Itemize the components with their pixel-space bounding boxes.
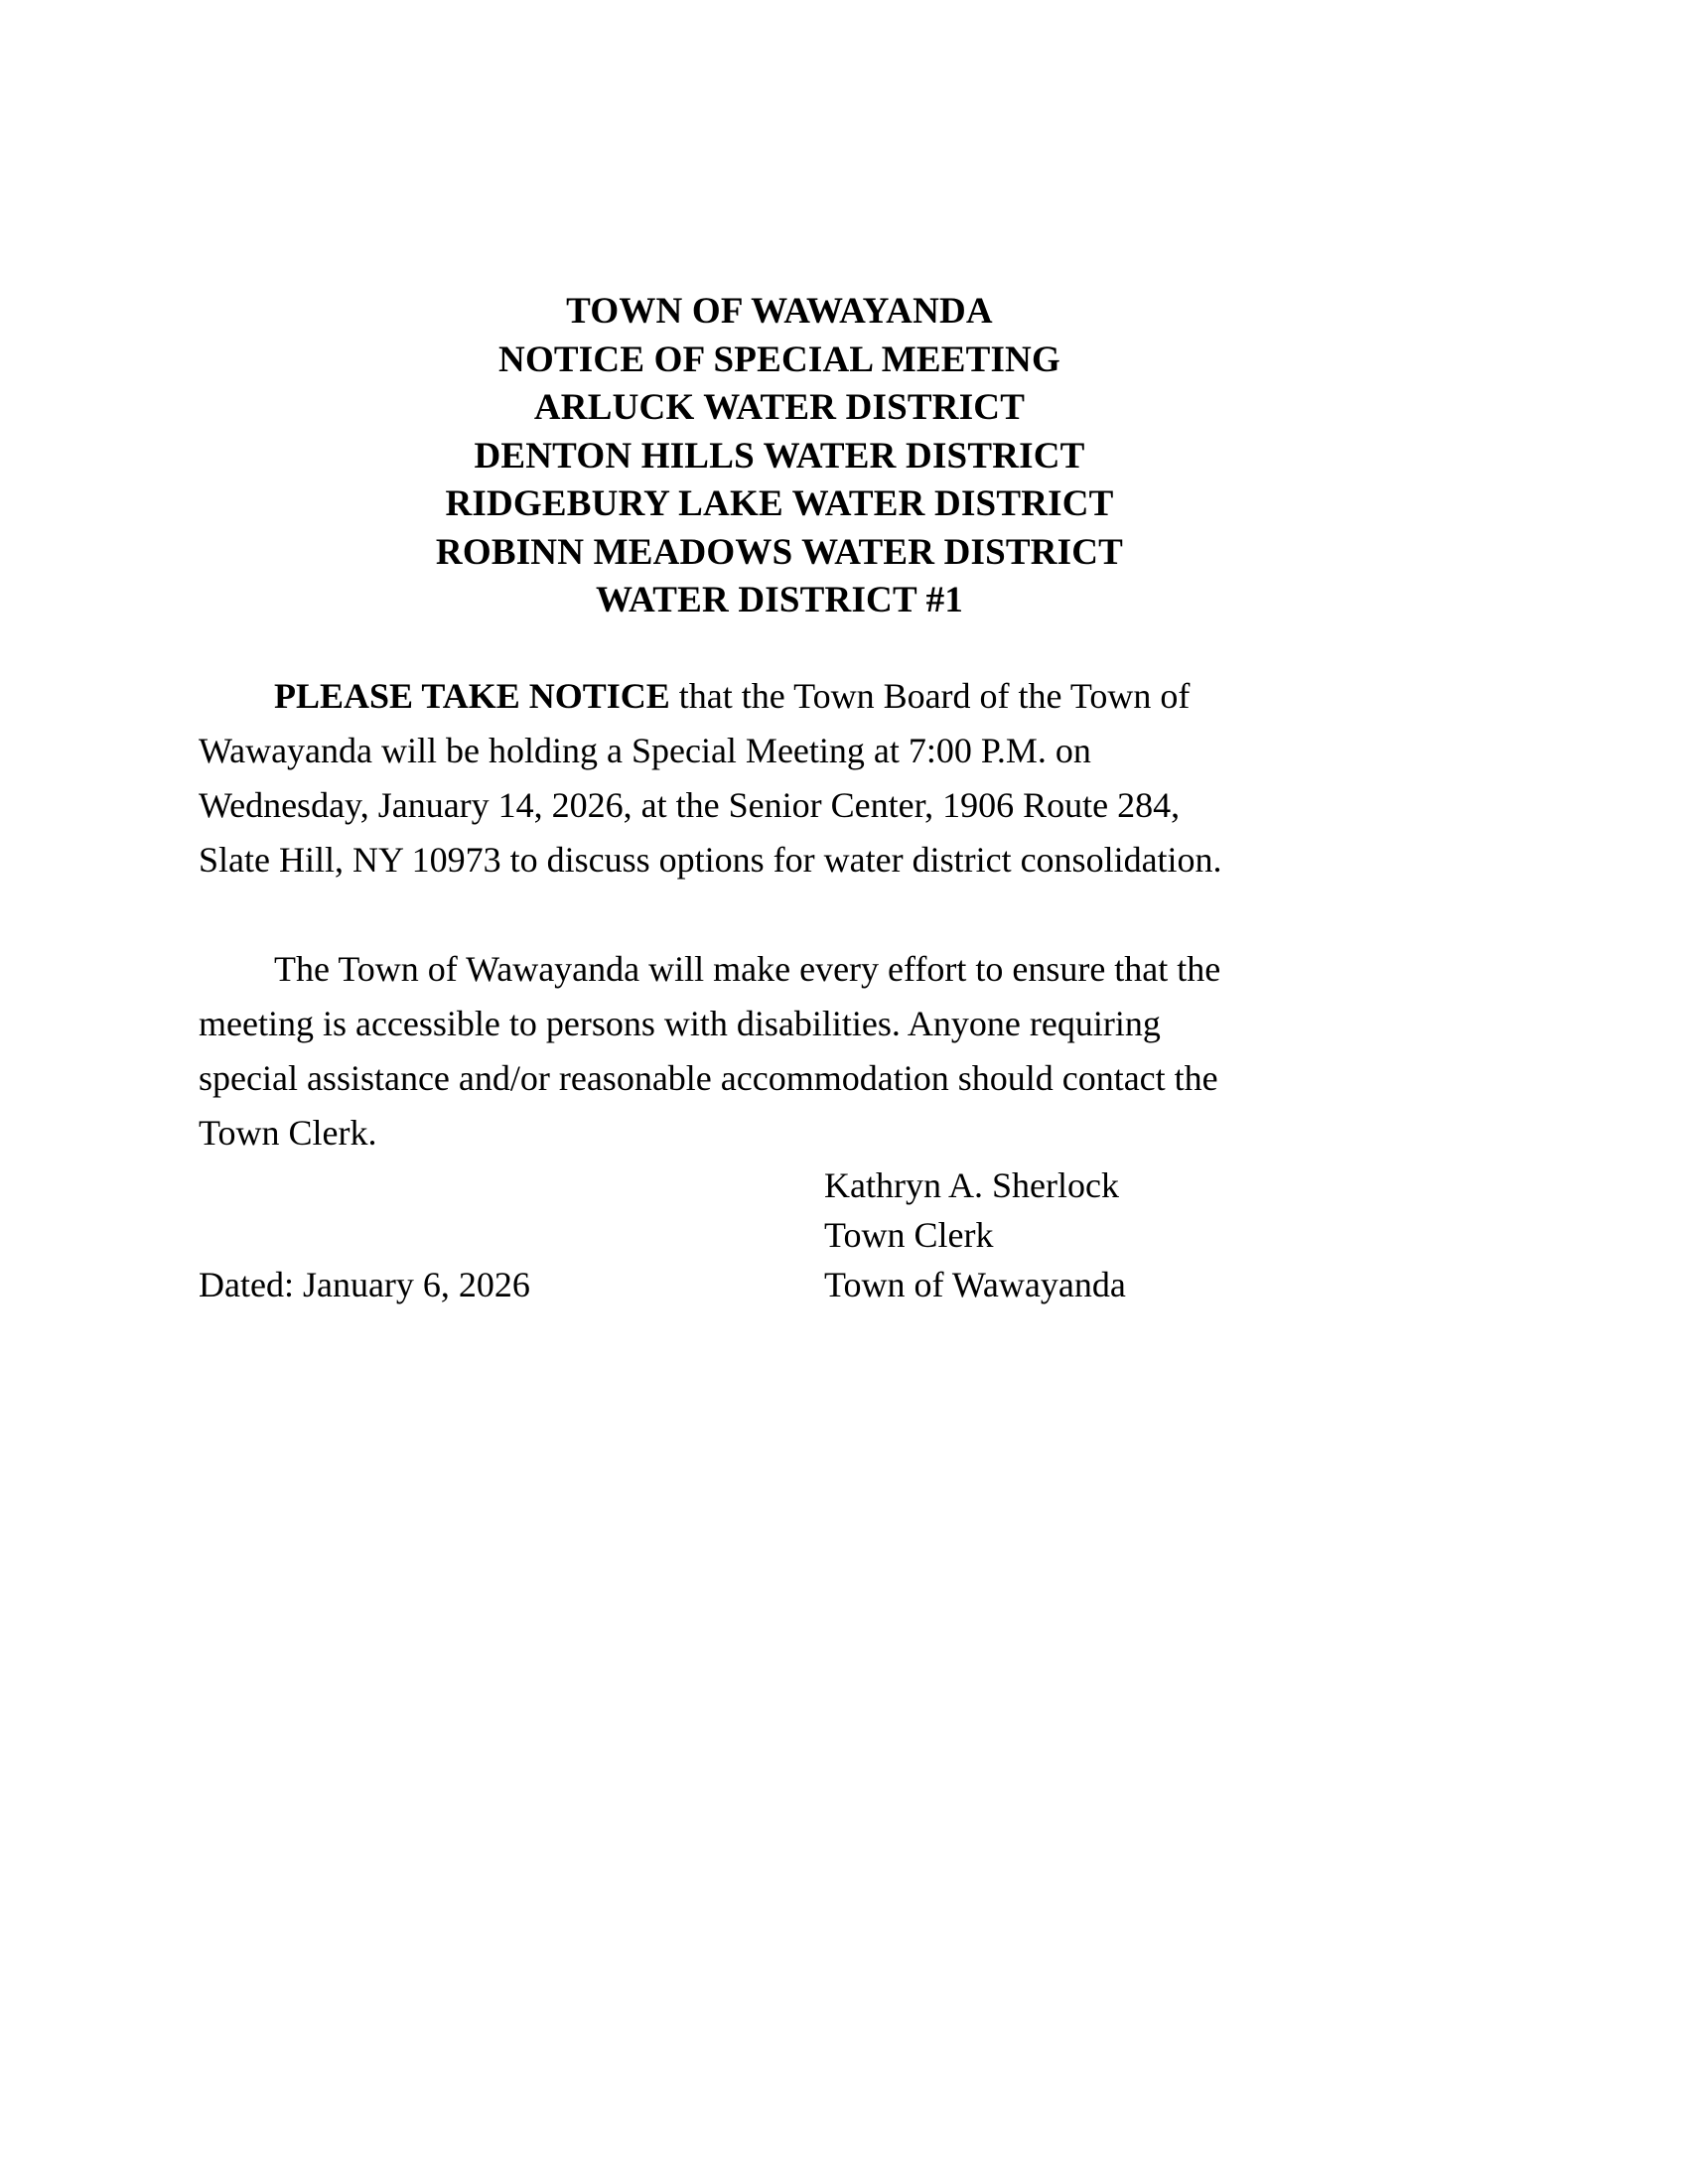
paragraph-accessibility-line-4: Town Clerk.	[199, 1112, 377, 1153]
paragraph-notice-line-1	[199, 669, 1380, 724]
notice-body	[199, 669, 1380, 1309]
signature-title: Town Clerk	[824, 1214, 994, 1255]
notice-heading	[199, 288, 1360, 625]
paragraph-accessibility-line-1-text: The Town of Wawayanda will make every effort to ensure that the	[274, 948, 1221, 989]
signature-organization: Town of Wawayanda	[824, 1264, 1126, 1304]
document-content	[199, 0, 1489, 1309]
dated-row	[199, 1260, 1380, 1309]
dated-text: Dated: January 6, 2026	[199, 1264, 530, 1304]
paragraph-accessibility	[199, 942, 1380, 1160]
paragraph-accessibility-line-2: meeting is accessible to persons with disabilities. Anyone requiring	[199, 1003, 1161, 1043]
paragraph-accessibility-line-1	[199, 942, 1380, 997]
signature-block	[199, 1160, 1380, 1309]
signature-name: Kathryn A. Sherlock	[824, 1164, 1119, 1205]
paragraph-notice	[199, 669, 1380, 887]
heading-line-arluck: ARLUCK WATER DISTRICT	[533, 387, 1026, 428]
heading-line-notice: NOTICE OF SPECIAL MEETING	[498, 339, 1060, 380]
paragraph-accessibility-line-3: special assistance and/or reasonable accommodation should contact the	[199, 1057, 1218, 1098]
heading-line-ridgebury-lake: RIDGEBURY LAKE WATER DISTRICT	[445, 483, 1114, 524]
paragraph-notice-line-2: Wawayanda will be holding a Special Meeting at 7:00 P.M. on	[199, 730, 1091, 770]
paragraph-notice-line-4: Slate Hill, NY 10973 to discuss options for water district consolidation.	[199, 839, 1222, 880]
paragraph-notice-line-3: Wednesday, January 14, 2026, at the Senior Center, 1906 Route 284,	[199, 784, 1181, 825]
please-take-notice-lead: PLEASE TAKE NOTICE	[274, 675, 670, 716]
heading-line-water-district-1: WATER DISTRICT #1	[595, 580, 964, 620]
heading-line-robinn-meadows: ROBINN MEADOWS WATER DISTRICT	[435, 531, 1124, 573]
heading-line-denton-hills: DENTON HILLS WATER DISTRICT	[474, 435, 1085, 477]
heading-line-town: TOWN OF WAWAYANDA	[566, 291, 993, 332]
signature-right-column	[824, 1160, 1380, 1260]
paragraph-notice-line-1-rest: that the Town Board of the Town of	[669, 675, 1191, 716]
